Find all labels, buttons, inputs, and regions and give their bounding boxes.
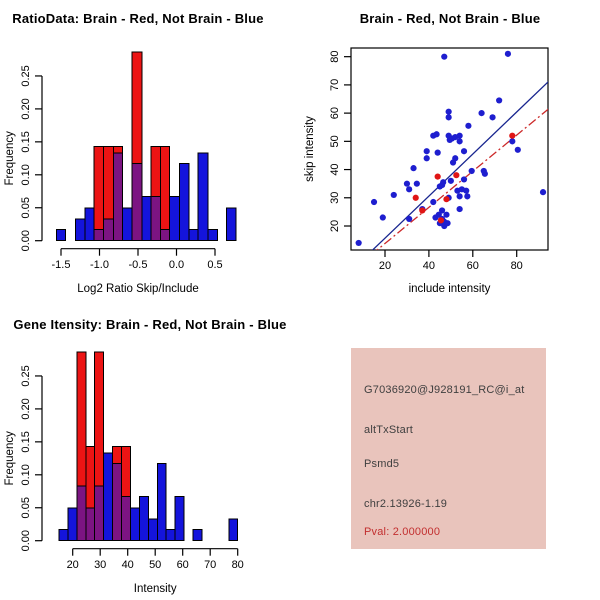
scatter-point-not_brain [469, 168, 475, 174]
hist-bar-red [95, 352, 104, 486]
scatter-point-not_brain [446, 109, 452, 115]
x-tick-label: -1.5 [51, 259, 71, 271]
scatter-point-brain [453, 172, 459, 178]
y-axis-title: Frequency [4, 131, 16, 186]
scatter-point-not_brain [446, 114, 452, 120]
x-tick-label: 50 [149, 559, 162, 571]
ratio-histogram-canvas [0, 0, 300, 300]
y-tick-label: 0.00 [20, 229, 32, 252]
hist-bar-overlap [94, 229, 103, 240]
x-tick-label: 60 [466, 260, 479, 272]
y-tick-label: 30 [329, 191, 341, 204]
scatter-point-brain [419, 207, 425, 213]
ratio-histogram-title: RatioData: Brain - Red, Not Brain - Blue [12, 11, 264, 26]
scatter-point-not_brain [515, 147, 521, 153]
scatter-point-not_brain [452, 155, 458, 161]
gene-intensity-histogram-canvas [0, 300, 300, 600]
scatter-point-not_brain [414, 181, 420, 187]
x-tick-label: 20 [66, 559, 79, 571]
hist-bar-overlap [86, 508, 95, 541]
intensity-scatter-canvas [300, 0, 600, 300]
x-axis-title: include intensity [408, 283, 491, 295]
hist-bar-red [113, 446, 122, 463]
scatter-point-not_brain [441, 54, 447, 60]
scatter-point-not_brain [465, 123, 471, 129]
hist-bar-blue [157, 464, 166, 541]
hist-bar-blue [104, 453, 113, 541]
scatter-point-brain [443, 196, 449, 202]
hist-bar-red [151, 146, 160, 196]
scatter-point-brain [435, 174, 441, 180]
scatter-point-not_brain [410, 165, 416, 171]
hist-bar-blue [85, 208, 94, 241]
scatter-point-not_brain [424, 148, 430, 154]
fit-line-brain_fit [341, 99, 560, 280]
hist-bar-blue [123, 208, 132, 241]
x-tick-label: 0.5 [207, 259, 223, 271]
gene-symbol-text: Psmd5 [364, 458, 400, 470]
hist-bar-overlap [132, 164, 142, 241]
scatter-point-not_brain [461, 148, 467, 154]
gene-info-box [351, 348, 546, 549]
hist-bar-red [122, 446, 131, 496]
y-tick-label: 0.25 [20, 365, 32, 387]
scatter-point-not_brain [464, 193, 470, 199]
probe-id-text: G7036920@J928191_RC@i_at [364, 384, 525, 396]
scatter-point-not_brain [496, 97, 502, 103]
hist-bar-blue [56, 229, 65, 240]
x-tick-label: 80 [231, 559, 244, 571]
scatter-point-not_brain [463, 188, 469, 194]
y-tick-label: 60 [329, 106, 341, 120]
scatter-point-not_brain [461, 176, 467, 182]
hist-bar-overlap [103, 219, 113, 241]
x-tick-label: 70 [204, 559, 217, 571]
x-tick-label: 40 [422, 260, 436, 272]
hist-bar-blue [142, 197, 151, 241]
scatter-point-not_brain [457, 193, 463, 199]
x-tick-label: 30 [94, 559, 107, 571]
panel-ratio-histogram [0, 0, 300, 300]
hist-bar-blue [175, 497, 184, 541]
hist-bar-overlap [113, 464, 122, 541]
scatter-point-not_brain [540, 189, 546, 195]
x-tick-label: 0.0 [168, 259, 185, 271]
scatter-point-not_brain [509, 138, 515, 144]
scatter-point-not_brain [371, 199, 377, 205]
fit-line-not_brain_fit [341, 70, 560, 280]
hist-bar-blue [208, 229, 217, 240]
hist-bar-blue [189, 229, 198, 240]
y-tick-label: 0.05 [20, 197, 32, 219]
hist-bar-overlap [151, 197, 160, 241]
x-tick-label: 40 [121, 559, 134, 571]
scatter-point-not_brain [404, 181, 410, 187]
hist-bar-red [160, 146, 169, 229]
y-tick-label: 0.25 [20, 65, 32, 87]
hist-bar-blue [193, 529, 202, 540]
hist-bar-blue [139, 497, 148, 541]
y-axis-title: Frequency [4, 431, 16, 486]
scatter-point-not_brain [482, 171, 488, 177]
panel-gene-info [300, 300, 600, 600]
hist-bar-blue [170, 197, 180, 241]
scatter-point-brain [413, 195, 419, 201]
gene-histogram-title: Gene Itensity: Brain - Red, Not Brain - Blue [13, 317, 287, 332]
x-axis-title: Intensity [133, 583, 177, 595]
scatter-point-not_brain [440, 179, 446, 185]
x-tick-label: 20 [378, 260, 392, 272]
scatter-title: Brain - Red, Not Brain - Blue [359, 11, 541, 26]
hist-bar-overlap [160, 229, 169, 240]
y-tick-label: 0.20 [20, 98, 32, 120]
scatter-point-not_brain [380, 214, 386, 220]
scatter-point-not_brain [505, 51, 511, 57]
hist-bar-red [86, 446, 95, 507]
scatter-point-not_brain [356, 240, 362, 246]
y-tick-label: 20 [329, 219, 341, 233]
scatter-point-not_brain [430, 199, 436, 205]
hist-bar-overlap [95, 486, 104, 541]
scatter-point-not_brain [457, 133, 463, 139]
y-tick-label: 0.05 [20, 497, 32, 519]
y-tick-label: 0.15 [20, 131, 32, 153]
hist-bar-red [132, 52, 142, 163]
hist-bar-blue [148, 519, 157, 541]
hist-bar-blue [166, 529, 175, 540]
hist-bar-blue [59, 529, 68, 540]
panel-intensity-scatter [300, 0, 600, 300]
scatter-point-not_brain [406, 216, 412, 222]
hist-bar-blue [180, 164, 189, 241]
plot-area [341, 51, 560, 280]
scatter-point-not_brain [406, 186, 412, 192]
hist-bar-blue [227, 208, 236, 241]
hist-bar-red [94, 146, 103, 229]
x-tick-label: -0.5 [128, 259, 148, 271]
scatter-point-not_brain [478, 110, 484, 116]
scatter-point-not_brain [446, 133, 452, 139]
y-tick-label: 0.00 [20, 529, 32, 552]
scatter-point-not_brain [457, 206, 463, 212]
hist-bar-red [113, 146, 122, 153]
scatter-point-brain [438, 217, 444, 223]
scatter-point-not_brain [444, 220, 450, 226]
hist-bar-blue [229, 519, 238, 541]
scatter-point-not_brain [448, 178, 454, 184]
x-axis-title: Log2 Ratio Skip/Include [77, 283, 199, 295]
pvalue-text: Pval: 2.000000 [364, 526, 441, 538]
y-tick-label: 80 [329, 50, 341, 63]
scatter-point-not_brain [435, 150, 441, 156]
hist-bar-blue [76, 219, 85, 241]
y-tick-label: 40 [329, 163, 341, 176]
y-tick-label: 0.10 [20, 164, 32, 186]
chromosome-location-text: chr2.13926-1.19 [364, 498, 448, 510]
scatter-point-not_brain [433, 131, 439, 137]
y-axis-title: skip intensity [304, 116, 316, 182]
hist-bar-overlap [113, 153, 122, 241]
panel-gene-intensity-histogram [0, 300, 300, 600]
scatter-point-not_brain [457, 138, 463, 144]
y-tick-label: 0.20 [20, 398, 32, 420]
y-tick-label: 0.15 [20, 431, 32, 453]
hist-bar-red [77, 352, 86, 486]
y-tick-label: 50 [329, 135, 341, 148]
hist-bar-blue [68, 508, 77, 541]
hist-bar-overlap [77, 486, 86, 541]
scatter-point-not_brain [391, 192, 397, 198]
hist-bar-overlap [122, 497, 131, 541]
hist-bar-blue [198, 153, 208, 241]
scatter-point-brain [509, 133, 515, 139]
x-tick-label: 60 [176, 559, 189, 571]
scatter-point-not_brain [489, 114, 495, 120]
hist-bar-red [103, 146, 113, 218]
x-tick-label: -1.0 [90, 259, 109, 271]
splice-event-type-text: altTxStart [364, 424, 414, 436]
y-tick-label: 70 [329, 78, 341, 92]
hist-bar-blue [130, 508, 139, 541]
x-tick-label: 80 [510, 260, 523, 272]
scatter-point-not_brain [443, 212, 449, 218]
y-tick-label: 0.10 [20, 464, 32, 486]
scatter-point-not_brain [424, 155, 430, 161]
